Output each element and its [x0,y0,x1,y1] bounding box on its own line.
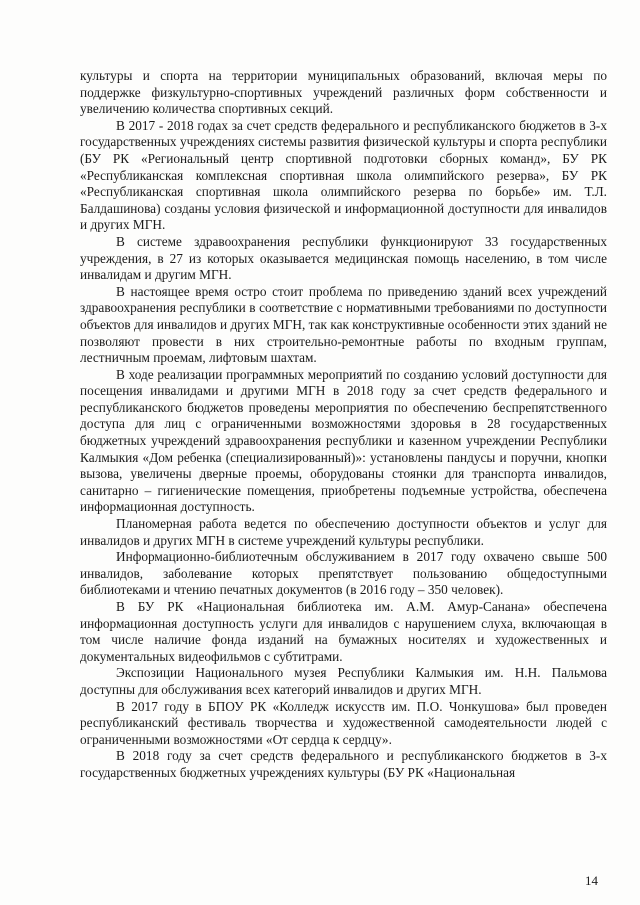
body-text [80,68,607,782]
paragraph-building-problem: В настоящее время остро стоит проблема по приведению зданий всех учреждений здравоохранения республики в соответствие с нормативными требованиями по доступности объектов для инвалидов и других МГН, так как конструктивные особенности этих зданий не позволяют провести в них строительно-ремонтные работы по входным группам, лестничным проемам, лифтовым шахтам. [80,283,607,366]
paragraph-program-measures: В ходе реализации программных мероприятий по созданию условий доступности для посещения инвалидами и другими МГН в 2018 году за счет средств федерального и республиканского бюджетов проведены мероприятия по обеспечению беспрепятственного доступа для лиц с ограниченными возможностями здоровья в 28 государственных бюджетных учреждений здравоохранения республики и казенном учреждении Республики Калмыкия «Дом ребенка (специализированный)»: установлены пандусы и поручни, кнопки вызова, увеличены дверные проемы, оборудованы стоянки для транспорта инвалидов, санитарно – гигиенические помещения, приобретены подъемные устройства, обеспечена информационная доступность. [80,366,607,515]
page-number: 14 [585,873,598,888]
paragraph-continuation: культуры и спорта на территории муниципальных образований, включая меры по поддержке физкультурно-спортивных учреждений различных форм собственности и увеличению количества спортивных секций. [80,68,607,117]
paragraph-culture-accessibility: Планомерная работа ведется по обеспечению доступности объектов и услуг для инвалидов и других МГН в системе учреждений культуры республики. [80,516,607,548]
paragraph-arts-college: В 2017 году в БПОУ РК «Колледж искусств им. П.О. Чонкушова» был проведен республиканский фестиваль творчества и художественной самодеятельности людей с ограниченными возможностями «От сердца к сердцу». [80,698,607,747]
paragraph-culture-funding: В 2018 году за счет средств федерального и республиканского бюджетов в 3-х государственных бюджетных учреждениях культуры (БУ РК «Национальная [80,748,607,780]
paragraph-library-service: Информационно-библиотечным обслуживанием в 2017 году охвачено свыше 500 инвалидов, заболевание которых препятствует пользованию общедоступными библиотеками и чтению печатных документов (в 2016 году – 350 человек). [80,549,607,598]
paragraph-national-library: В БУ РК «Национальная библиотека им. А.М. Амур-Санана» обеспечена информационная доступность услуги для инвалидов с нарушением слуха, включающая в том числе наличие фонда изданий на бумажных носителях и художественных и документальных видеофильмов с субтитрами. [80,599,607,664]
paragraph-sports-institutions: В 2017 - 2018 годах за счет средств федерального и республиканского бюджетов в 3-х государственных учреждениях системы развития физической культуры и спорта республики (БУ РК «Региональный центр спортивной подготовки сборных команд», БУ РК «Республиканская комплексная спортивная школа олимпийского резерва», БУ РК «Республиканская спортивная школа олимпийского резерва по борьбе» им. Т.Л. Балдашинова) созданы условия физической и информационной доступности для инвалидов и других МГН. [80,117,607,233]
paragraph-national-museum: Экспозиции Национального музея Республики Калмыкия им. Н.Н. Пальмова доступны для обслуживания всех категорий инвалидов и других МГН. [80,665,607,697]
paragraph-healthcare-system: В системе здравоохранения республики функционируют 33 государственных учреждения, в 27 из которых оказывается медицинская помощь населению, в том числе инвалидам и другим МГН. [80,233,607,283]
